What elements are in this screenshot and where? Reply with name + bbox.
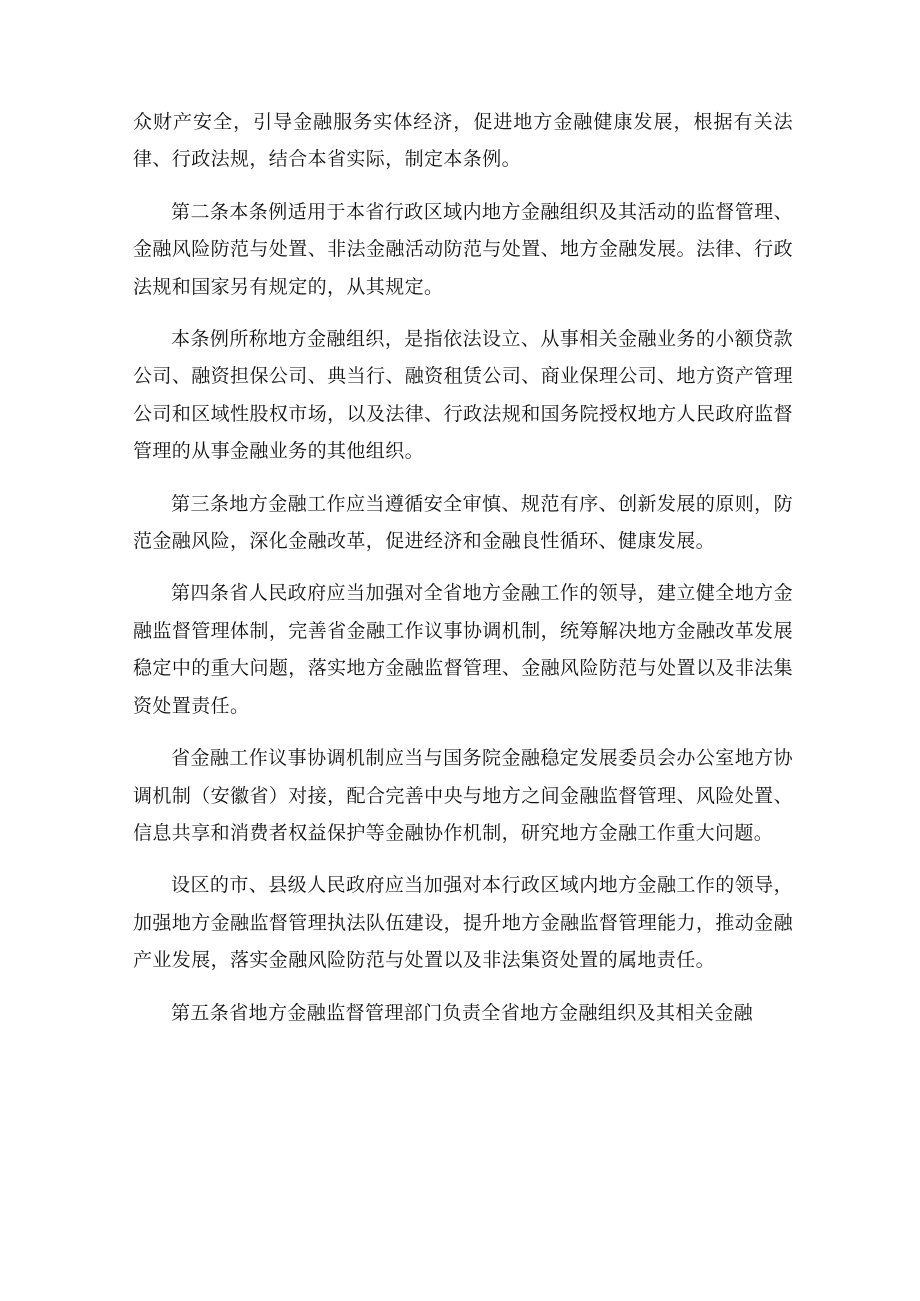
paragraph-article-2: 第二条本条例适用于本省行政区域内地方金融组织及其活动的监督管理、金融风险防范与处置、非法金融活动防范与处置、地方金融发展。法律、行政法规和国家另有规定的，从其规定。 — [133, 200, 793, 298]
paragraph-coordination: 省金融工作议事协调机制应当与国务院金融稳定发展委员会办公室地方协调机制（安徽省）对接，配合完善中央与地方之间金融监督管理、风险处置、信息共享和消费者权益保护等金融协作机制，研究地方金融工作重大问题。 — [133, 747, 793, 844]
paragraph-article-3: 第三条地方金融工作应当遵循安全审慎、规范有序、创新发展的原则，防范金融风险，深化金融改革，促进经济和金融良性循环、健康发展。 — [133, 492, 793, 553]
document-body — [133, 104, 793, 1047]
paragraph-definition: 本条例所称地方金融组织，是指依法设立、从事相关金融业务的小额贷款公司、融资担保公司、典当行、融资租赁公司、商业保理公司、地方资产管理公司和区域性股权市场，以及法律、行政法规和国务院授权地方人民政府监督管理的从事金融业务的其他组织。 — [133, 328, 793, 463]
paragraph-article-4: 第四条省人民政府应当加强对全省地方金融工作的领导，建立健全地方金融监督管理体制，完善省金融工作议事协调机制，统筹解决地方金融改革发展稳定中的重大问题，落实地方金融监督管理、金融风险防范与处置以及非法集资处置责任。 — [133, 582, 793, 717]
paragraph-local-government: 设区的市、县级人民政府应当加强对本行政区域内地方金融工作的领导，加强地方金融监督管理执法队伍建设，提升地方金融监督管理能力，推动金融产业发展，落实金融风险防范与处置以及非法集资处置的属地责任。 — [133, 874, 793, 972]
paragraph-article-5: 第五条省地方金融监督管理部门负责全省地方金融组织及其相关金融 — [171, 1001, 754, 1024]
paragraph-1: 众财产安全，引导金融服务实体经济，促进地方金融健康发展，根据有关法律、行政法规，结合本省实际，制定本条例。 — [133, 111, 793, 171]
